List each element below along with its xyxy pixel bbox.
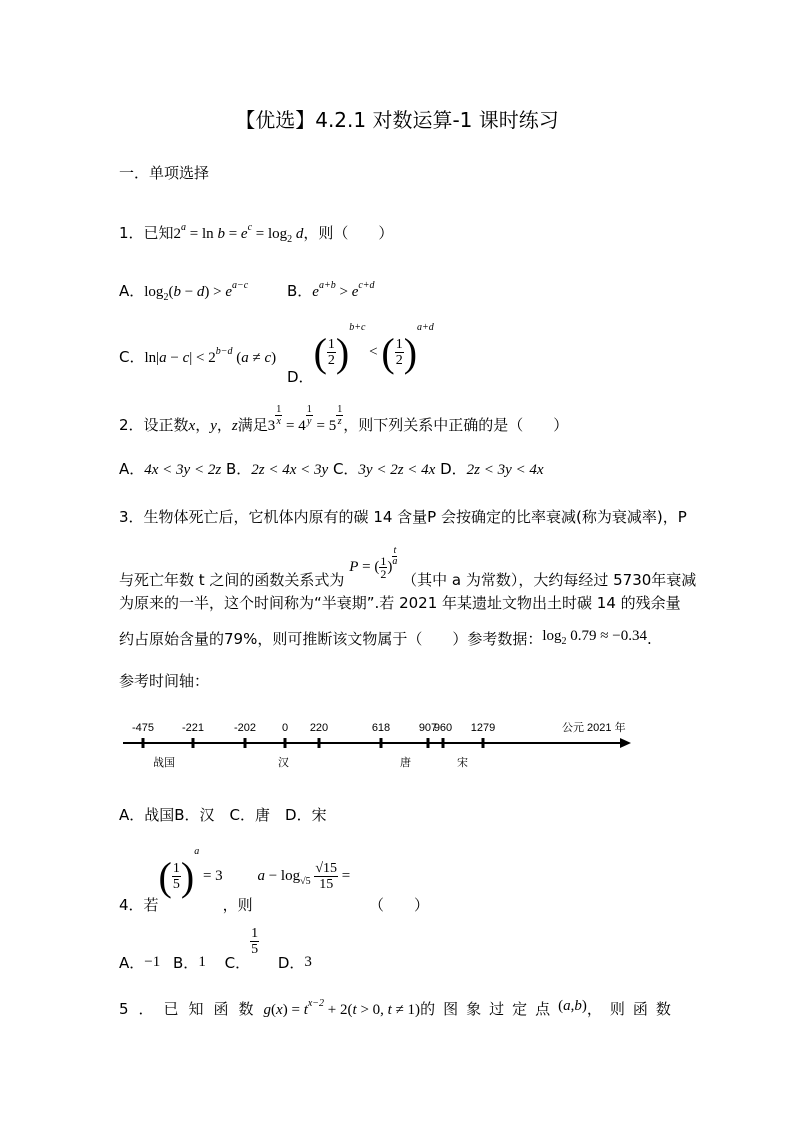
q2-option-b-label: B． [225,460,252,478]
q2-stem [119,404,568,435]
q5-suffix: ，则函数 [586,1000,679,1018]
q2-prefix: 2．设正数 [119,415,189,434]
q3-line-3: 为原来的一半，这个时间称为“半衰期”.若 2021 年某遗址文物出土时碳 14 的残余量 [119,594,681,612]
q3-formula: P = ( $\frac{1}{2}$ ) $^{\frac{t}{a}}$ [349,545,398,581]
q3-options: A．战国B．汉 C．唐 D．宋 [119,806,327,824]
q3-line-2-suffix: （其中 a 为常数），大约每经过 5730年衰减 [402,570,697,589]
q1-option-d [287,322,434,386]
timeline-tick-label: 220 [309,722,329,734]
q4-option-a-value: −1 [144,954,161,970]
timeline-tick-label: -202 [233,722,257,734]
q5-expression: $g(x) = t^{x-2} + 2(t > 0$, t ≠ 1) [263,998,421,1018]
timeline-tick-label: 0 [281,722,289,734]
q5-point: (a,b) [558,998,587,1014]
q1-option-a-label: A． [119,282,145,300]
q2-option-d-expr: 2z < 3y < 4x [466,462,544,478]
timeline-end-label: 公元 2021 年 [562,722,626,734]
timeline-tick-label: -475 [131,722,155,734]
timeline-tick-label: 1279 [470,722,496,734]
q1-prefix: 1．已知 [119,224,174,242]
q4-option-b-label: B． [173,954,199,972]
q2-mid: 满足 [237,415,268,434]
q4-option-a-label: A． [119,954,145,972]
q1-option-c-expr: $\ln|a - c| < 2^{b-d}$ (a ≠ c) [144,346,277,366]
q1-option-c [119,346,276,367]
q1-option-b-expr: $e^{a+b} > e^{c+d}$ [312,280,375,300]
q4-suffix: （ ） [369,896,430,914]
q3-line-2 [119,545,697,594]
q1-condition: $2^a = \ln b = e^c = \log_2 d$ [173,222,304,245]
q4-expression: $a - \log_{√5}$ $\frac{√15}{15}$ = [257,861,351,893]
q2-option-a-expr: 4x < 3y < 2z [144,462,222,478]
q4-options [119,926,312,972]
timeline [115,712,645,778]
timeline-tick-label: 618 [371,722,391,734]
q2-var-x: x [188,417,196,434]
q2-option-d-label: D． [440,460,467,478]
q2-options [119,458,544,479]
q2-sep-2: ， [216,415,232,434]
q2-var-y: y [210,417,217,434]
q1-option-d-label: D． [287,368,314,386]
q4-stem [119,846,430,914]
q1-option-a-expr: $\log_2(b - d) > e^{a-c}$ [144,280,249,303]
q4-option-c-value: $\frac{1}{5}$ [251,926,259,957]
q2-option-b-expr: 2z < 4x < 3y [251,462,329,478]
timeline-dynasty-tang: 唐 [400,757,411,769]
timeline-tick-label: 907 [418,722,438,734]
page-title: 【优选】4.2.1 对数运算-1 课时练习 [235,108,559,132]
q5-prefix: 5．已知函数 [119,1000,264,1018]
q4-option-d-label: D． [277,954,305,972]
q1-option-c-label: C． [119,348,145,366]
timeline-tick-label: -221 [181,722,205,734]
q4-condition: ( $\frac{1}{5}$ )$^a$ = 3 [158,846,223,900]
section-heading: 一．单项选择 [119,164,210,182]
q1-option-d-expr: ( $\frac{1}{2}$ )$^{b+c}$ < ( $\frac{1}{2}$ )$^{a+d}$ [313,322,434,376]
q3-line-4-suffix: . [646,630,652,648]
q2-option-c-expr: 3y < 2z < 4x [358,462,436,478]
q1-option-b [287,280,375,301]
q1-option-b-label: B． [287,282,313,300]
q3-line-4-prefix: 约占原始含量的79%，则可推断该文物属于（ ）参考数据： [119,630,543,648]
q4-option-b-value: 1 [198,954,206,970]
q4-mid: ，则 [222,896,253,914]
q2-condition: 3 $^{\frac{1}{x}}$ = 4 $^{\frac{1}{y}}$ = 5 $^{\frac{1}{z}}$ [267,404,343,434]
q2-var-z: z [231,417,238,434]
q4-option-c-label: C． [224,954,251,972]
timeline-dynasty-song: 宋 [457,757,468,769]
q3-timeline-caption: 参考时间轴： [119,672,210,690]
q1-stem [119,222,393,245]
timeline-dynasty-zhanguo: 战国 [153,757,175,769]
q5-middle: 的图象过定点 [420,1000,559,1018]
q3-reference-data: $\log_2 0.79 \approx -0.34$ [542,628,647,647]
q2-suffix: ，则下列关系中正确的是（ ） [343,415,569,434]
q4-option-d-value: 3 [304,954,312,970]
timeline-arrow-head [620,738,631,748]
q2-option-a-label: A． [119,460,145,478]
q3-line-4 [119,628,652,651]
q2-option-c-label: C． [332,460,359,478]
timeline-tick-label: 960 [433,722,453,734]
q3-line-1: 3．生物体死亡后，它机体内原有的碳 14 含量P 会按确定的比率衰减(称为衰减率)，P [119,508,687,526]
q3-line-2-prefix: 与死亡年数 t 之间的函数关系式为 [119,570,345,589]
q1-suffix: ，则（ ） [303,224,394,242]
q4-prefix: 4．若 [119,896,159,914]
q1-option-a [119,280,248,303]
q2-sep-1: ， [195,415,211,434]
q5-stem [119,998,679,1019]
timeline-dynasty-han: 汉 [278,757,289,769]
